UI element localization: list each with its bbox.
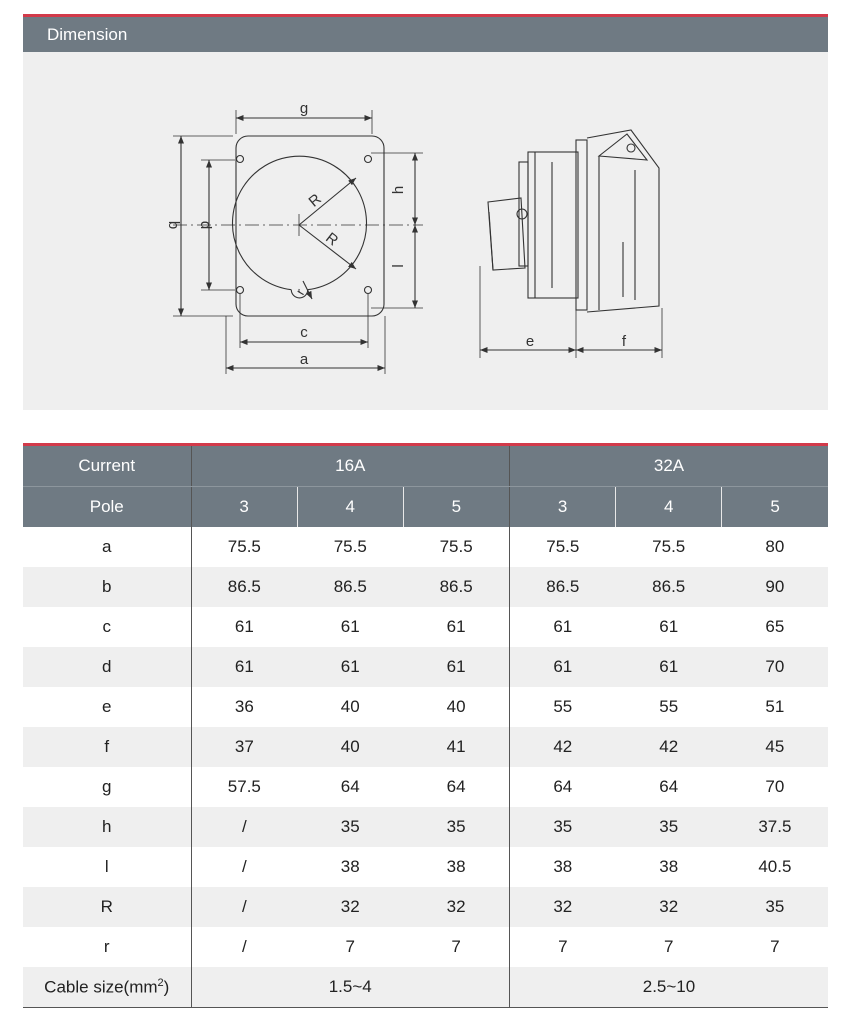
table-cell: 35 (509, 807, 615, 847)
table-cell: 35 (403, 807, 509, 847)
table-cell: 75.5 (333, 537, 367, 556)
table-cell: 75.5 (227, 537, 261, 556)
table-cell: 41 (403, 727, 509, 767)
dim-label-d: d (197, 220, 214, 230)
dim-label-e: e (525, 333, 535, 350)
table-row (23, 527, 828, 567)
dim-label-f: f (621, 333, 627, 350)
current-32a-header: 32A (509, 445, 828, 487)
table-cell: 7 (558, 937, 568, 956)
table-cell: 75.5 (546, 537, 580, 556)
table-cell: 57.5 (227, 777, 261, 796)
pole-header-cell: 4 (297, 487, 403, 528)
technical-drawing-svg (23, 52, 828, 410)
table-cell: 36 (234, 697, 254, 716)
table-cell: 90 (722, 567, 828, 607)
table-cell: / (191, 887, 297, 927)
cable-size-32a: 2.5~10 (509, 967, 828, 1008)
dim-label-b: b (165, 220, 182, 230)
row-label: b (23, 567, 191, 607)
table-row (23, 727, 828, 767)
dim-label-a: a (299, 351, 309, 368)
table-cell: 64 (340, 777, 360, 796)
table-cell: 55 (553, 697, 573, 716)
dimension-header-bar (23, 14, 828, 52)
table-cell: 37 (191, 727, 297, 767)
pole-header-cell: 4 (616, 487, 722, 528)
table-cell: 51 (765, 697, 785, 716)
cable-size-label-sup: 2 (157, 976, 164, 989)
pole-header-cell: 3 (509, 487, 615, 528)
table-cell: 61 (403, 607, 509, 647)
current-16a-header: 16A (191, 445, 509, 487)
table-cell: / (241, 937, 247, 956)
table-cell: 40 (403, 687, 509, 727)
table-cell: / (241, 857, 247, 876)
table-row (23, 927, 828, 967)
table-cell: 61 (659, 617, 679, 636)
dim-label-h: h (390, 185, 407, 195)
table-cell: 70 (765, 777, 785, 796)
table-row (23, 687, 828, 727)
table-cell: 42 (616, 727, 722, 767)
table-cell: 86.5 (509, 567, 615, 607)
table-cell: 45 (722, 727, 828, 767)
row-label: e (23, 687, 191, 727)
pole-label: Pole (23, 487, 191, 528)
table-cell: 65 (765, 617, 785, 636)
row-label: R (23, 887, 191, 927)
dim-label-l: l (390, 264, 407, 268)
table-cell: 70 (722, 647, 828, 687)
table-cell: 38 (403, 847, 509, 887)
pole-header-cell: 3 (191, 487, 297, 528)
table-cell: 32 (509, 887, 615, 927)
row-label: c (23, 607, 191, 647)
cable-size-row (23, 967, 828, 1008)
table-cell: 86.5 (191, 567, 297, 607)
dim-label-r: r (292, 286, 308, 298)
table-cell: 7 (663, 937, 674, 956)
dim-label-g: g (299, 100, 309, 117)
table-cell: 35 (616, 807, 722, 847)
dim-label-radius-upper: R (305, 190, 325, 211)
table-cell: 64 (403, 767, 509, 807)
table-cell: 61 (191, 647, 297, 687)
current-label: Current (23, 445, 191, 487)
side-view (488, 130, 659, 312)
table-cell: 38 (659, 857, 679, 876)
row-label: a (23, 527, 191, 567)
table-cell: 7 (403, 927, 509, 967)
table-cell: 7 (770, 937, 780, 956)
front-view-circle (232, 156, 366, 289)
table-cell: 42 (509, 727, 615, 767)
table-cell: 75.5 (403, 527, 509, 567)
row-label: l (23, 847, 191, 887)
table-cell: 61 (340, 617, 360, 636)
table-row (23, 567, 828, 607)
current-header-row (23, 445, 828, 487)
table-cell: 61 (234, 617, 254, 636)
table-cell: 61 (553, 617, 573, 636)
table-cell: 38 (553, 857, 573, 876)
table-cell: 55 (659, 697, 679, 716)
row-label: f (23, 727, 191, 767)
table-cell: 32 (403, 887, 509, 927)
table-cell: 61 (509, 647, 615, 687)
table-cell: 7 (345, 937, 355, 956)
table-cell: 64 (553, 777, 573, 796)
cable-size-label (23, 967, 191, 1008)
pole-header-row (23, 487, 828, 528)
dim-label-radius-lower: R (322, 229, 342, 250)
table-cell: 64 (659, 777, 679, 796)
table-row (23, 607, 828, 647)
dimension-spec-table (23, 443, 828, 1008)
dim-label-c: c (300, 324, 308, 341)
table-cell: 32 (616, 887, 722, 927)
row-label: r (23, 927, 191, 967)
table-cell: 80 (765, 537, 785, 556)
table-cell: 86.5 (616, 567, 722, 607)
cable-size-label-prefix: Cable size(mm (44, 977, 158, 997)
pole-header-cell: 5 (403, 487, 509, 528)
table-cell: / (191, 807, 297, 847)
table-cell: 37.5 (722, 807, 828, 847)
table-cell: 61 (297, 647, 403, 687)
table-row (23, 807, 828, 847)
table-row (23, 887, 828, 927)
table-cell: 75.5 (652, 537, 686, 556)
row-label: d (23, 647, 191, 687)
table-cell: 61 (616, 647, 722, 687)
dimension-title: Dimension (47, 25, 128, 44)
cable-size-16a: 1.5~4 (191, 967, 509, 1008)
table-cell: 38 (340, 857, 360, 876)
dimension-drawing (23, 52, 828, 410)
row-label: g (23, 767, 191, 807)
table-cell: 40 (340, 697, 360, 716)
table-cell: 35 (297, 807, 403, 847)
table-cell: 32 (297, 887, 403, 927)
pole-header-cell: 5 (722, 487, 828, 528)
table-cell: 40 (297, 727, 403, 767)
table-cell: 40.5 (758, 857, 792, 876)
table-row (23, 767, 828, 807)
table-row (23, 647, 828, 687)
cable-size-label-suffix: ) (163, 977, 170, 997)
table-cell: 86.5 (297, 567, 403, 607)
row-label: h (23, 807, 191, 847)
table-cell: 86.5 (403, 567, 509, 607)
table-cell: 35 (722, 887, 828, 927)
table-cell: 61 (403, 647, 509, 687)
table-row (23, 847, 828, 887)
